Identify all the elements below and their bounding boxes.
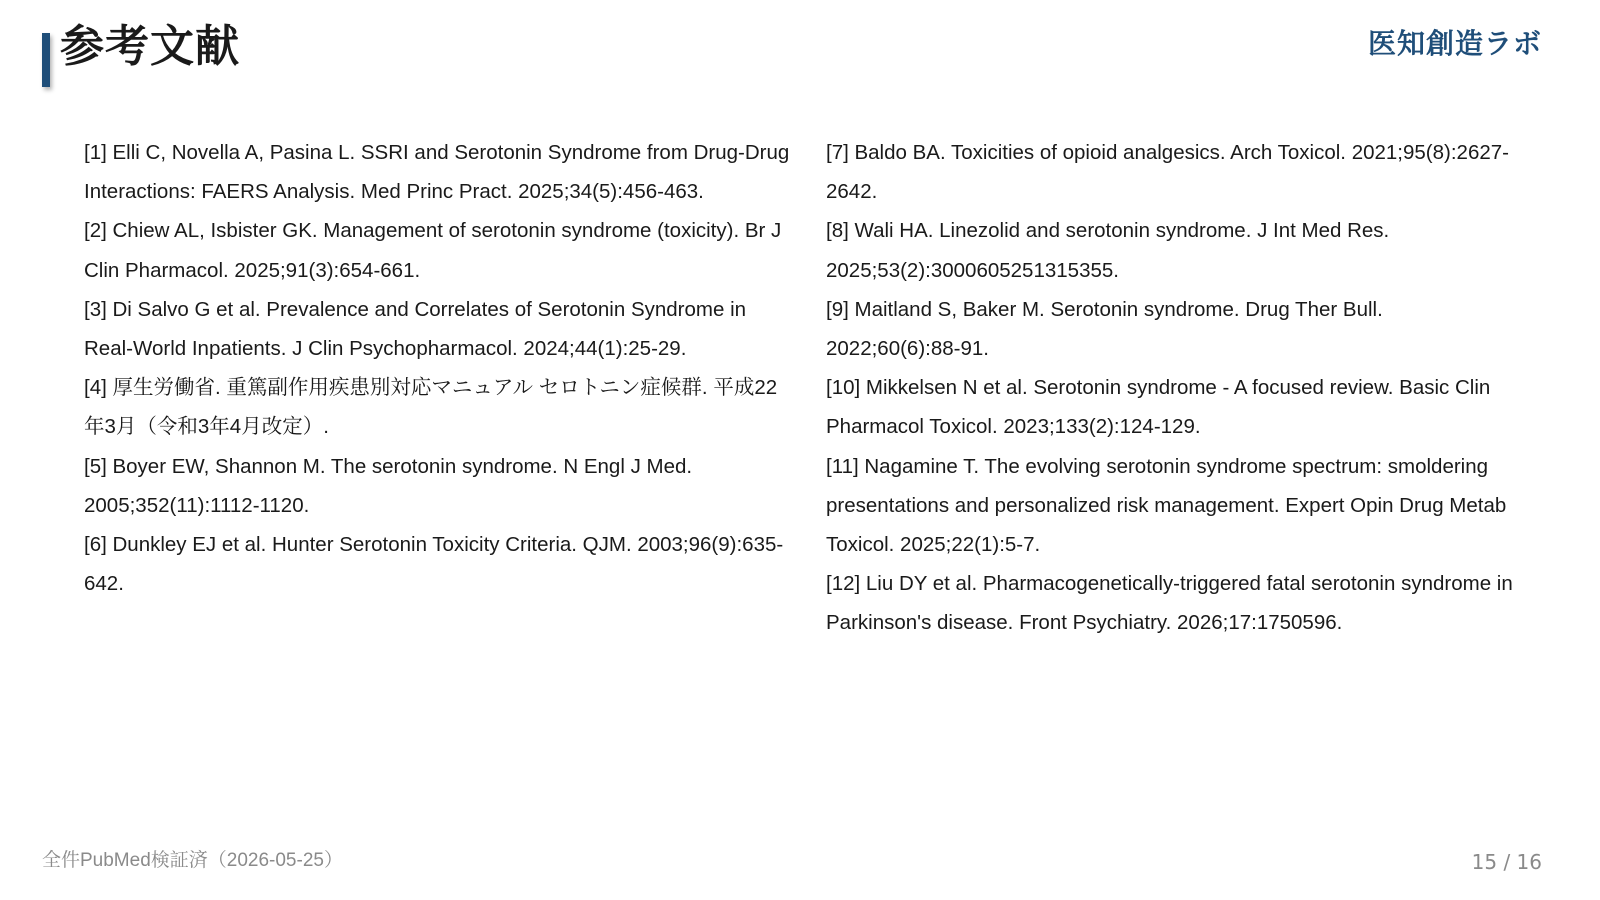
reference-list-right xyxy=(826,133,1516,643)
reference-item-5: [5] Boyer EW, Shannon M. The serotonin syndrome. N Engl J Med. 2005;352(11):1112-1120. xyxy=(84,454,693,517)
reference-item-9: [9] Maitland S, Baker M. Serotonin syndrome. Drug Ther Bull. 2022;60(6):88-91. xyxy=(826,297,1383,361)
reference-item-7: [7] Baldo BA. Toxicities of opioid analgesics. Arch Toxicol. 2021;95(8):2627-2642. xyxy=(826,141,1509,204)
page-title: 参考文献 xyxy=(60,21,240,72)
title-accent-bar xyxy=(42,33,50,87)
reference-item-8: [8] Wali HA. Linezolid and serotonin syndrome. J Int Med Res. 2025;53(2):3000605251315355. xyxy=(826,219,1390,282)
reference-list-left xyxy=(84,133,794,603)
reference-item-10: [10] Mikkelsen N et al. Serotonin syndrome - A focused review. Basic Clin Pharmacol Toxicol. 2023;133(2):124-129. xyxy=(826,376,1491,439)
reference-item-11: [11] Nagamine T. The evolving serotonin syndrome spectrum: smoldering presentations and personalized risk management. Expert Opin Drug Metab Toxicol. 2025;22(1):5-7. xyxy=(826,454,1507,557)
reference-item-3: [3] Di Salvo G et al. Prevalence and Correlates of Serotonin Syndrome in Real-World Inpatients. J Clin Psychopharmacol. 2024;44(1):25-29. xyxy=(84,297,747,361)
brand-logo-text: 医知創造ラボ xyxy=(1367,27,1542,60)
reference-item-1: [1] Elli C, Novella A, Pasina L. SSRI and Serotonin Syndrome from Drug-Drug Interactions: FAERS Analysis. Med Princ Pract. 2025;34(5):456-463. xyxy=(84,141,790,204)
verification-note: 全件PubMed検証済（2026-05-25） xyxy=(42,850,343,871)
reference-item-2: [2] Chiew AL, Isbister GK. Management of serotonin syndrome (toxicity). Br J Clin Pharmacol. 2025;91(3):654-661. xyxy=(84,219,782,282)
reference-item-4: [4] 厚生労働省. 重篤副作用疾患別対応マニュアル セロトニン症候群. 平成22年3月（令和3年4月改定）. xyxy=(84,376,778,439)
reference-item-6: [6] Dunkley EJ et al. Hunter Serotonin Toxicity Criteria. QJM. 2003;96(9):635-642. xyxy=(84,533,784,596)
page-number: 15 / 16 xyxy=(1471,850,1542,874)
reference-item-12: [12] Liu DY et al. Pharmacogenetically-triggered fatal serotonin syndrome in Parkinson's disease. Front Psychiatry. 2026;17:1750596. xyxy=(826,572,1513,635)
